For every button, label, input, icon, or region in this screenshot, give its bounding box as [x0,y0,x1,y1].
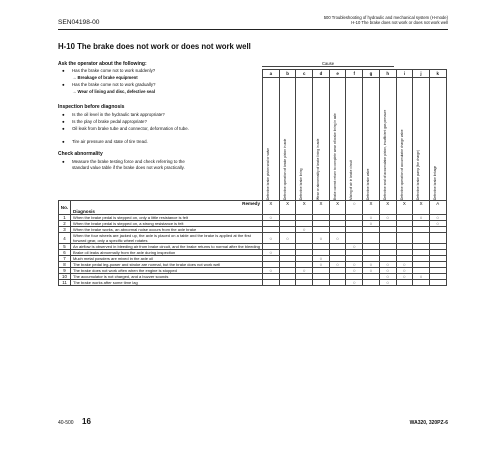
row-mark: ○ [346,268,363,274]
row-mark: ○ [346,280,363,286]
footer-model: WA320, 320PZ-6 [409,420,448,426]
inspection-item-3-text: Oil leak from brake tube and connector, deformation of tube. [72,126,189,131]
ask-operator-item-1-sub: → Breakage of brake equipment [72,75,138,80]
row-mark: ○ [363,221,380,227]
check-abnormality-item-1-text: Measure the brake testing force and check referring to the standard value table if the brake does not work practically. [72,159,185,170]
row-mark: ○ [413,215,430,221]
row-number: 10 [59,274,71,280]
cause-name-g: Defective brake valve [366,168,371,200]
cause-name-e: Brake cannot return to complete wear of brake lining in axle [332,113,337,200]
inspection-item-1-text: Is the oil level in the hydraulic tank appropriate? [72,112,165,117]
row-mark: ○ [279,233,296,244]
row-mark: ○ [329,233,346,244]
row-mark: ○ [396,268,413,274]
row-mark: ○ [363,215,380,221]
cause-name-i: Defective operation of accumulator charge valve [399,129,404,200]
cause-cell-b [279,78,296,201]
no-header: No. [59,201,71,215]
inspection-item-4-text: Tire air pressure and state of tire tread. [72,139,148,144]
cause-cell-h [379,78,396,201]
cause-name-a: Defective brake piston seal or valve [266,147,270,200]
remedy-b: X [279,201,296,215]
bullet-icon: ● [62,82,65,87]
bullet-icon: ● [62,159,65,164]
cause-cell-d [313,78,330,201]
row-number: 6 [59,250,71,256]
cause-letter-f: f [346,70,363,78]
cause-letter-g: g [363,70,380,78]
cause-cell-j [413,78,430,201]
ask-operator-heading: Ask the operator about the following: [58,61,147,67]
row-mark [413,233,430,244]
row-mark: ○ [429,221,446,227]
row-mark: ○ [379,280,396,286]
row-mark: ○ [379,268,396,274]
remedy-e: X [329,201,346,215]
row-diagnosis: When the brake pedal is stepped on, only a little resistance is felt [71,215,263,221]
row-mark [346,233,363,244]
remedy-d: X [313,201,330,215]
row-mark [396,233,413,244]
row-diagnosis: When the four wheels are jacked up, the axle is placed on a table and the brake is applied at the first forward gear, only a specific wheel rotates [71,233,263,244]
row-mark: ○ [296,227,313,233]
row-mark: ○ [346,244,363,250]
row-mark [263,280,280,286]
cause-letter-j: j [413,70,430,78]
row-number: 3 [59,227,71,233]
row-mark: ○ [379,274,396,280]
cause-name-b: Defective operation of brake piston in axle [282,138,287,200]
row-mark: ○ [346,262,363,268]
row-mark: ○ [379,215,396,221]
diagnosis-label: Diagnosis [73,209,95,214]
row-mark: ○ [396,262,413,268]
remedy-c: X [296,201,313,215]
row-diagnosis: Much metal powders are mixed in the axle oil [71,256,263,262]
remedy-f: ○ [346,201,363,215]
diagnosis-remedy-header [71,201,263,215]
check-abnormality-heading: Check abnormality [58,151,103,157]
row-number: 8 [59,262,71,268]
row-mark: ○ [263,215,280,221]
row-diagnosis: When the brake pedal is stepped on, a strong resistance is felt [71,221,263,227]
cause-cell-a [263,78,280,201]
cause-letter-a: a [263,70,280,78]
remedy-i: X [396,201,413,215]
header-rule [58,29,448,30]
row-mark [429,280,446,286]
cause-letter-h: h [379,70,396,78]
row-mark: ○ [263,233,280,244]
row-mark: ○ [363,268,380,274]
header-line-1: 500 Troubleshooting of hydraulic and mechanical system (H-mode) [323,15,448,20]
ask-operator-item-1-text: Has the brake come not to work suddenly? [72,68,156,73]
row-mark: ○ [313,262,330,268]
cause-name-j: Defective brake pump (for charge) [416,149,421,200]
row-diagnosis: The brake does not work often when the engine is stopped [71,268,263,274]
row-diagnosis: The brake works after some time lag [71,280,263,286]
cause-letter-i: i [396,70,413,78]
row-mark: ○ [263,250,280,256]
row-number: 1 [59,215,71,221]
row-diagnosis: When the brake works, an abnormal noise occurs from the axle brake [71,227,263,233]
row-mark: ○ [313,233,330,244]
row-mark: ○ [329,262,346,268]
table-row [59,233,447,244]
row-mark [279,280,296,286]
bullet-icon: ● [62,112,65,117]
diagnosis-table [58,69,447,286]
ask-operator-item-2-sub: → Wear of lining and disc, defective seal [72,89,156,94]
row-mark: ○ [363,262,380,268]
row-number: 5 [59,244,71,250]
row-mark [379,233,396,244]
remedy-a: X [263,201,280,215]
table-row [59,280,447,286]
row-mark: ○ [429,215,446,221]
row-mark: ○ [263,268,280,274]
cause-letter-e: e [329,70,346,78]
column-letter-row [59,70,447,78]
cause-cell-c [296,78,313,201]
row-number: 7 [59,256,71,262]
row-diagnosis: The brake pedal leg-power and stroke are normal, but the brake does not work well [71,262,263,268]
cause-cell-k [429,78,446,201]
table-corner-blank [59,70,263,201]
footer-page-number: 16 [82,417,91,426]
ask-operator-item-2-text: Has the brake come not to work gradually? [72,82,156,87]
bullet-icon: ● [62,68,65,73]
remedy-j: X [413,201,430,215]
inspection-heading: Inspection before diagnosis [58,104,125,110]
header-section-info [248,15,448,25]
cause-cell-f [346,78,363,201]
row-mark: ○ [313,256,330,262]
row-diagnosis: The accumulator is not charged, and a buzzer sounds [71,274,263,280]
inspection-item-2-text: Is the play of brake pedal appropriate? [72,119,147,124]
row-diagnosis: Brake oil leaks abnormally from the axle during inspection [71,250,263,256]
remedy-g: X [363,201,380,215]
remedy-label: Remedy [242,201,260,206]
cause-cell-g [363,78,380,201]
row-mark [429,233,446,244]
row-mark [313,280,330,286]
row-mark [296,233,313,244]
row-diagnosis: An airflow is observed in bleeding air from brake circuit, and the brake returns to normal after the bleeding [71,244,263,250]
cause-letter-d: d [313,70,330,78]
bullet-icon: ● [62,119,65,124]
row-number: 11 [59,280,71,286]
cause-letter-b: b [279,70,296,78]
row-mark [329,280,346,286]
cause-cell-i [396,78,413,201]
cause-name-k: Defective brake linkage [432,165,437,200]
section-title: H-10 The brake does not work or does not work well [58,42,251,51]
row-mark [363,280,380,286]
cause-name-h: Defective seal of accumulator piston, insufficient gas pressure [382,109,387,200]
document-code: SEN04198-00 [58,19,100,26]
bullet-icon: ● [62,139,65,144]
cause-name-f: Mixing of air in brake circuit [349,160,354,200]
cause-name-c: Defective brake lining [299,168,304,200]
remedy-h: X [379,201,396,215]
row-mark: ○ [396,274,413,280]
row-mark: ○ [413,274,430,280]
cause-cell-e [329,78,346,201]
row-mark: ○ [379,262,396,268]
row-mark [363,233,380,244]
row-mark [413,280,430,286]
row-mark [396,280,413,286]
cause-letter-k: k [429,70,446,78]
cause-letter-c: c [296,70,313,78]
row-number: 4 [59,233,71,244]
row-number: 2 [59,221,71,227]
row-number: 9 [59,268,71,274]
remedy-k: A [429,201,446,215]
cause-label: Cause [262,61,394,67]
bullet-icon: ● [62,126,65,131]
row-mark [296,280,313,286]
header-line-2: H-10 The brake does not work or does not work well [351,20,448,26]
footer-section-code: 40-500 [58,420,74,426]
cause-name-d: Wear or abnormality of brake lining in axle [316,138,321,200]
row-mark: ○ [296,268,313,274]
remedy-row [59,201,447,215]
